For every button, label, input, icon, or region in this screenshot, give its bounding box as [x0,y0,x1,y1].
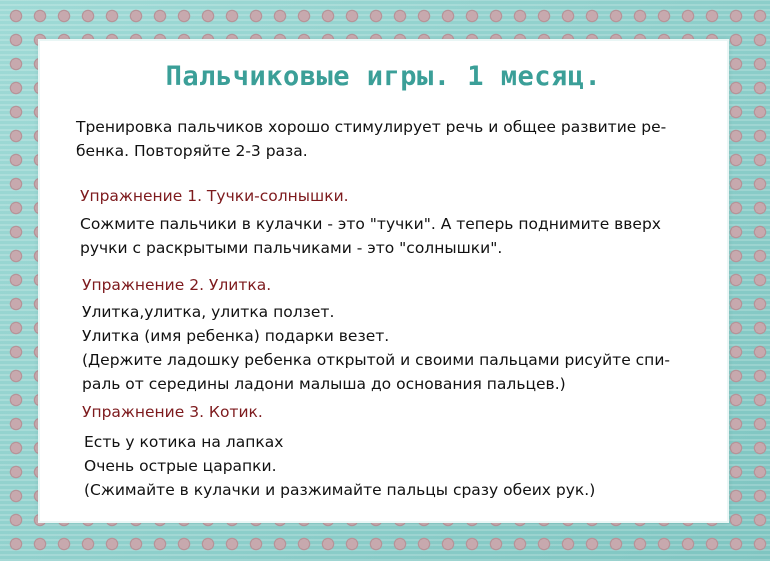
exercise-3-heading: Упражнение 3. Котик. [82,403,263,421]
intro-text: Тренировка пальчиков хорошо стимулирует речь и общее развитие ре- бенка. Повторяйте 2-3 раза. [76,118,667,160]
content-card [40,41,727,521]
exercise-2-heading: Упражнение 2. Улитка. [82,276,272,294]
page-title: Пальчиковые игры. 1 месяц. [165,61,602,92]
exercise-3-text: Есть у котика на лапках Очень острые царапки. (Сжимайте в кулачки и разжимайте пальцы сразу обеих рук.) [84,433,596,499]
exercise-1-text: Сожмите пальчики в кулачки - это "тучки". А теперь поднимите вверх ручки с раскрытыми пальчиками - это "солнышки". [80,215,661,257]
exercise-1-heading: Упражнение 1. Тучки-солнышки. [80,187,349,205]
exercise-2-text: Улитка,улитка, улитка ползет. Улитка (имя ребенка) подарки везет. (Держите ладошку ребенка открытой и своими пальцами рисуйте спи- раль от середины ладони малыша до основания пальцев.) [82,303,670,393]
